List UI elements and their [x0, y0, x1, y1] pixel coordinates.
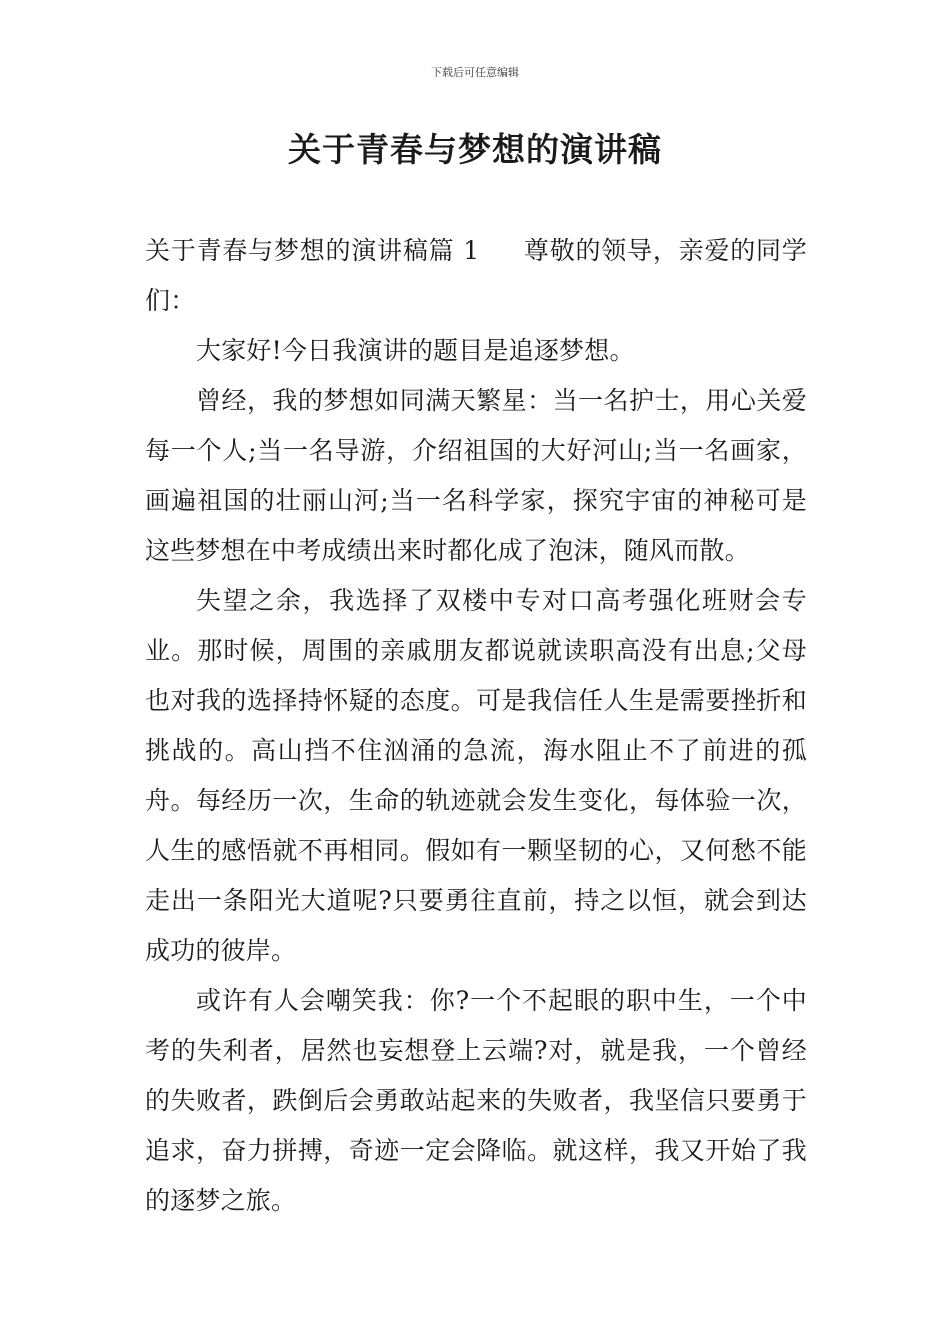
- document-body: [145, 226, 807, 1226]
- paragraph-pursuit: 或许有人会嘲笑我：你?一个不起眼的职中生，一个中考的失利者，居然也妄想登上云端?对，就是我，一个曾经的失败者，跌倒后会勇敢站起来的失败者，我坚信只要勇于追求，奋力拼搏，奇迹一定会降临。就这样，我又开始了我的逐梦之旅。: [145, 986, 807, 1215]
- page-header-note: 下载后可任意编辑: [431, 66, 519, 79]
- section-heading: 关于青春与梦想的演讲稿篇 1: [145, 236, 480, 265]
- document-title: 关于青春与梦想的演讲稿: [288, 130, 662, 169]
- paragraph-dreams: 曾经，我的梦想如同满天繁星：当一名护士，用心关爱每一个人;当一名导游，介绍祖国的大好河山;当一名画家，画遍祖国的壮丽山河;当一名科学家，探究宇宙的神秘可是这些梦想在中考成绩出来时都化成了泡沫，随风而散。: [145, 386, 807, 565]
- paragraph-greeting: 大家好!今日我演讲的题目是追逐梦想。: [196, 336, 635, 365]
- paragraph-choice: 失望之余，我选择了双楼中专对口高考强化班财会专业。那时候，周围的亲戚朋友都说就读职高没有出息;父母也对我的选择持怀疑的态度。可是我信任人生是需要挫折和挑战的。高山挡不住汹涌的急流，海水阻止不了前进的孤舟。每经历一次，生命的轨迹就会发生变化，每体验一次，人生的感悟就不再相同。假如有一颗坚韧的心，又何愁不能走出一条阳光大道呢?只要勇往直前，持之以恒，就会到达成功的彼岸。: [145, 586, 807, 965]
- section-heading-line: [145, 226, 807, 326]
- salutation: 尊敬的领导，亲爱的同学们：: [145, 236, 808, 315]
